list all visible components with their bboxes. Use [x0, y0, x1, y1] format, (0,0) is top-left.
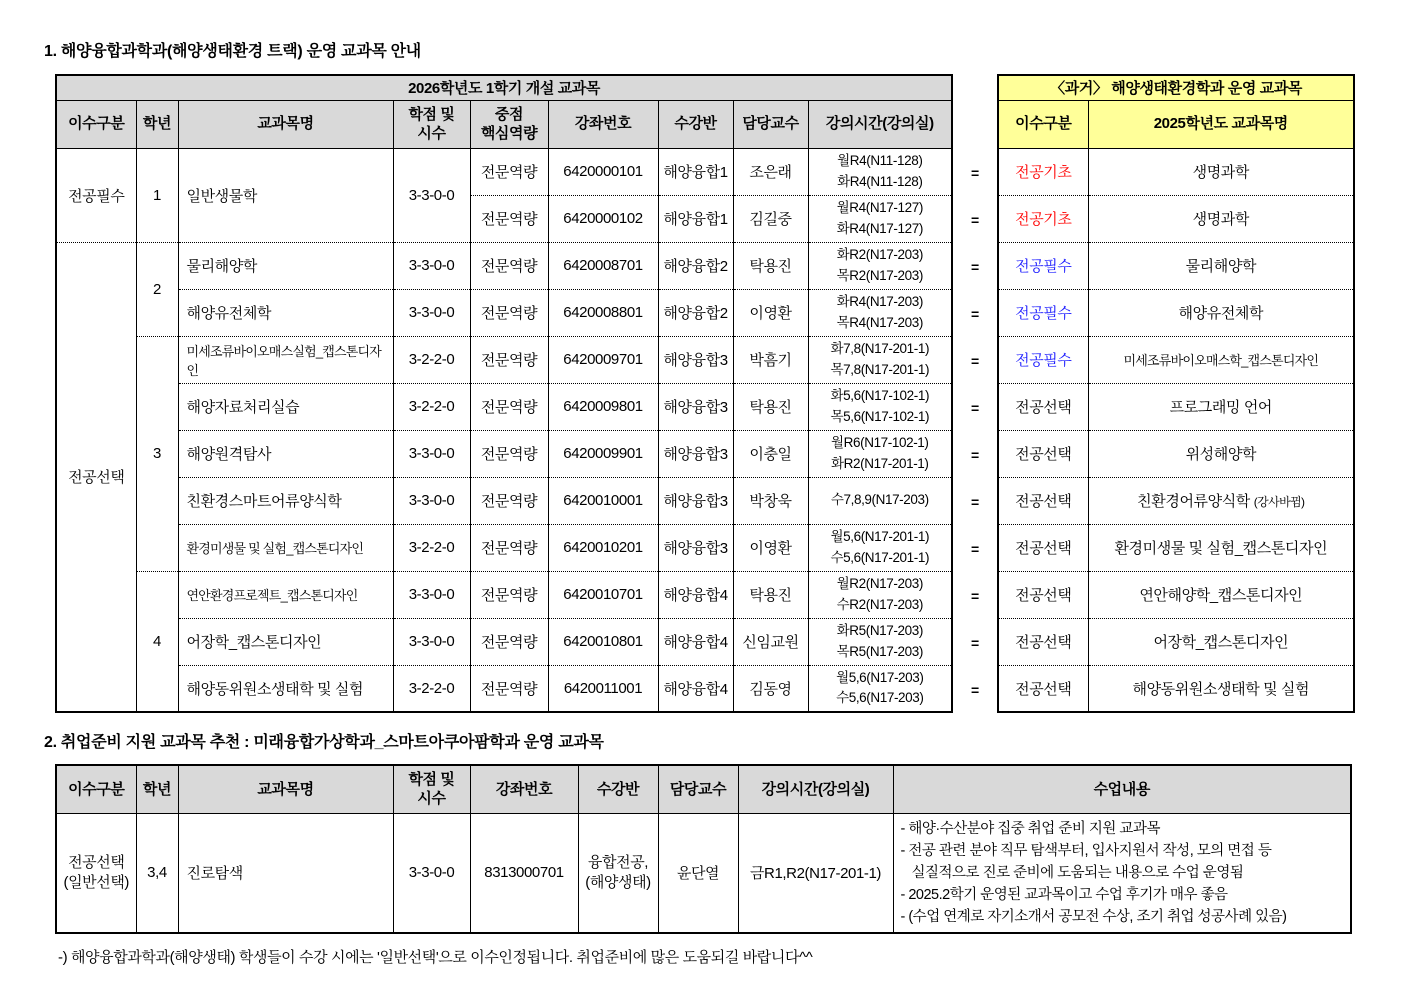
cell-course: 미세조류바이오매스실험_캡스톤디자인: [178, 336, 393, 383]
col-header-course-no: 강좌번호: [548, 100, 658, 148]
section1-title: 1. 해양융합과학과(해양생태환경 트랙) 운영 교과목 안내: [44, 43, 421, 60]
cell-competency: 전문역량: [470, 571, 548, 618]
cell-course-no: 6420010701: [548, 571, 658, 618]
table-2026-courses: [55, 74, 953, 713]
cell-competency: 전문역량: [470, 383, 548, 430]
cell-time: 화5,6(N17-102-1) 목5,6(N17-102-1): [808, 383, 952, 430]
cell-course: 해양유전체학: [1088, 289, 1354, 336]
cell-course-no: 6420000102: [548, 195, 658, 242]
cell-credits: 3-3-0-0: [393, 148, 470, 242]
cell-course: 친환경스마트어류양식학: [178, 477, 393, 524]
cell-course-no: 6420008801: [548, 289, 658, 336]
cell-credits: 3-2-2-0: [393, 524, 470, 571]
col-header-content: 수업내용: [893, 765, 1351, 813]
equals-sign: =: [970, 352, 980, 369]
col-header-time: 강의시간(강의실): [738, 765, 893, 813]
cell-course: 미세조류바이오매스학_캡스톤디자인: [1088, 336, 1354, 383]
cell-class: 해양융합2: [658, 242, 733, 289]
cell-competency: 전문역량: [470, 524, 548, 571]
cell-professor: 김동영: [733, 665, 808, 712]
cell-category: 전공필수: [56, 148, 136, 242]
equals-sign: =: [970, 211, 980, 228]
cell-credits: 3-3-0-0: [393, 430, 470, 477]
cell-course: 해양자료처리실습: [178, 383, 393, 430]
cell-course: 환경미생물 및 실험_캡스톤디자인: [1088, 524, 1354, 571]
cell-category: 전공기초: [998, 195, 1088, 242]
cell-time: 월R6(N17-102-1) 화R2(N17-201-1): [808, 430, 952, 477]
table-row: [998, 289, 1354, 336]
cell-course-no: 6420000101: [548, 148, 658, 195]
cell-competency: 전문역량: [470, 148, 548, 195]
cell-class: 해양융합4: [658, 618, 733, 665]
cell-course-no: 6420009801: [548, 383, 658, 430]
cell-time: 월R2(N17-203) 수R2(N17-203): [808, 571, 952, 618]
cell-competency: 전문역량: [470, 289, 548, 336]
cell-course: 프로그래밍 언어: [1088, 383, 1354, 430]
table-row: [56, 383, 952, 430]
col-header-competency: 중점 핵심역량: [470, 100, 548, 148]
cell-course: 해양유전체학: [178, 289, 393, 336]
equals-sign: =: [970, 258, 980, 275]
cell-time: 화R4(N17-203) 목R4(N17-203): [808, 289, 952, 336]
cell-course: 물리해양학: [1088, 242, 1354, 289]
cell-course: 물리해양학: [178, 242, 393, 289]
table-row: [56, 665, 952, 712]
cell-class: 해양융합4: [658, 665, 733, 712]
cell-class: 해양융합2: [658, 289, 733, 336]
cell-course-no: 6420010801: [548, 618, 658, 665]
table-row: [998, 148, 1354, 195]
cell-class: 해양융합1: [658, 195, 733, 242]
col-header-category: 이수구분: [56, 100, 136, 148]
cell-credits: 3-3-0-0: [393, 618, 470, 665]
equals-sign: =: [970, 164, 980, 181]
cell-professor: 탁용진: [733, 242, 808, 289]
cell-course: 해양동위원소생태학 및 실험: [1088, 665, 1354, 712]
col-header-credits: 학점 및 시수: [393, 765, 470, 813]
cell-credits: 3-2-2-0: [393, 383, 470, 430]
table-row: [998, 383, 1354, 430]
table-row: [998, 571, 1354, 618]
cell-course: 진로탐색: [178, 813, 393, 933]
equals-sign: =: [970, 634, 980, 651]
table-row: [56, 430, 952, 477]
cell-professor: 신임교원: [733, 618, 808, 665]
col-header-year: 학년: [136, 765, 178, 813]
table-row: [998, 618, 1354, 665]
cell-class: 해양융합3: [658, 383, 733, 430]
cell-category: 전공필수: [998, 289, 1088, 336]
cell-category: 전공필수: [998, 242, 1088, 289]
table-career-course: [55, 764, 1352, 934]
table2-title: 〈과거〉 해양생태환경학과 운영 교과목: [998, 75, 1354, 100]
table-row: [56, 148, 952, 195]
cell-professor: 박흠기: [733, 336, 808, 383]
table-row: [998, 524, 1354, 571]
cell-course: 일반생물학: [178, 148, 393, 242]
cell-time: 금R1,R2(N17-201-1): [738, 813, 893, 933]
cell-category: 전공선택: [998, 383, 1088, 430]
cell-category: 전공선택: [56, 242, 136, 712]
cell-class: 해양융합3: [658, 430, 733, 477]
col-header-category: 이수구분: [56, 765, 136, 813]
cell-credits: 3-2-2-0: [393, 336, 470, 383]
cell-course-no: 6420011001: [548, 665, 658, 712]
cell-time: 월R4(N11-128) 화R4(N11-128): [808, 148, 952, 195]
col-header-course: 교과목명: [178, 100, 393, 148]
cell-category: 전공선택: [998, 571, 1088, 618]
col-header-course-no: 강좌번호: [470, 765, 578, 813]
cell-course: 생명과학: [1088, 195, 1354, 242]
cell-course-no: 6420009701: [548, 336, 658, 383]
cell-time: 월5,6(N17-201-1) 수5,6(N17-201-1): [808, 524, 952, 571]
cell-time: 월R4(N17-127) 화R4(N17-127): [808, 195, 952, 242]
col-header-course-2025: 2025학년도 교과목명: [1088, 100, 1354, 148]
cell-time: 화R2(N17-203) 목R2(N17-203): [808, 242, 952, 289]
cell-course-no: 6420008701: [548, 242, 658, 289]
cell-course: 해양동위원소생태학 및 실험: [178, 665, 393, 712]
cell-professor: 김길중: [733, 195, 808, 242]
table-row: [56, 524, 952, 571]
cell-competency: 전문역량: [470, 618, 548, 665]
cell-professor: 탁용진: [733, 383, 808, 430]
table-row: [998, 477, 1354, 524]
cell-professor: 탁용진: [733, 571, 808, 618]
table-row: [56, 336, 952, 383]
table-row: [56, 289, 952, 336]
cell-category: 전공기초: [998, 148, 1088, 195]
cell-course: 연안환경프로젝트_캡스톤디자인: [178, 571, 393, 618]
cell-year: 3,4: [136, 813, 178, 933]
footnote: -) 해양융합과학과(해양생태) 학생들이 수강 시에는 '일반선택'으로 이수인정됩니다. 취업준비에 많은 도움되길 바랍니다^^: [58, 948, 813, 966]
table1-title: 2026학년도 1학기 개설 교과목: [56, 75, 952, 100]
cell-competency: 전문역량: [470, 477, 548, 524]
cell-credits: 3-3-0-0: [393, 242, 470, 289]
section1-layout: [55, 74, 1403, 713]
table-row: [56, 242, 952, 289]
table-row: [998, 430, 1354, 477]
col-header-class: 수강반: [658, 100, 733, 148]
equals-sign: =: [970, 493, 980, 510]
table-row: [56, 571, 952, 618]
cell-category: 전공선택: [998, 665, 1088, 712]
cell-class: 해양융합3: [658, 477, 733, 524]
col-header-category: 이수구분: [998, 100, 1088, 148]
cell-course: 연안해양학_캡스톤디자인: [1088, 571, 1354, 618]
table-row: [56, 618, 952, 665]
cell-course: 해양원격탐사: [178, 430, 393, 477]
cell-competency: 전문역량: [470, 430, 548, 477]
mapping-equals-column: [953, 74, 997, 713]
cell-category: 전공선택 (일반선택): [56, 813, 136, 933]
cell-course: 환경미생물 및 실험_캡스톤디자인: [178, 524, 393, 571]
cell-credits: 3-3-0-0: [393, 477, 470, 524]
cell-professor: 이충일: [733, 430, 808, 477]
course-note: (강사바뀜): [1253, 495, 1305, 509]
equals-sign: =: [970, 446, 980, 463]
cell-year: 4: [136, 571, 178, 712]
cell-class: 융합전공, (해양생태): [578, 813, 658, 933]
cell-credits: 3-2-2-0: [393, 665, 470, 712]
col-header-credits: 학점 및 시수: [393, 100, 470, 148]
cell-competency: 전문역량: [470, 195, 548, 242]
cell-time: 월5,6(N17-203) 수5,6(N17-203): [808, 665, 952, 712]
cell-category: 전공필수: [998, 336, 1088, 383]
cell-course: 위성해양학: [1088, 430, 1354, 477]
cell-course: 어장학_캡스톤디자인: [1088, 618, 1354, 665]
col-header-class: 수강반: [578, 765, 658, 813]
cell-course: 생명과학: [1088, 148, 1354, 195]
cell-year: 2: [136, 242, 178, 336]
table-row: [998, 195, 1354, 242]
cell-course-content: - 해양·수산분야 집중 취업 준비 지원 교과목 - 전공 관련 분야 직무 탐색부터, 입사지원서 작성, 모의 면접 등 실질적으로 진로 준비에 도움되는 내용으로 수업 운영됨 - 2025.2학기 운영된 교과목이고 수업 후기가 매우 좋음 - (수업 연계로 자기소개서 공모전 수상, 조기 취업 성공사례 있음): [893, 813, 1351, 933]
equals-sign: =: [970, 305, 980, 322]
cell-professor: 윤단열: [658, 813, 738, 933]
cell-course: 친환경어류양식학 (강사바뀜): [1088, 477, 1354, 524]
table-row: [56, 477, 952, 524]
cell-course-no: 8313000701: [470, 813, 578, 933]
cell-category: 전공선택: [998, 618, 1088, 665]
cell-course-no: 6420009901: [548, 430, 658, 477]
cell-competency: 전문역량: [470, 242, 548, 289]
cell-professor: 이영환: [733, 289, 808, 336]
cell-time: 화R5(N17-203) 목R5(N17-203): [808, 618, 952, 665]
cell-competency: 전문역량: [470, 336, 548, 383]
cell-professor: 조은래: [733, 148, 808, 195]
cell-competency: 전문역량: [470, 665, 548, 712]
equals-sign: =: [970, 681, 980, 698]
col-header-professor: 담당교수: [658, 765, 738, 813]
cell-year: 1: [136, 148, 178, 242]
cell-credits: 3-3-0-0: [393, 571, 470, 618]
cell-time: 수7,8,9(N17-203): [808, 477, 952, 524]
cell-course-no: 6420010001: [548, 477, 658, 524]
cell-class: 해양융합1: [658, 148, 733, 195]
cell-class: 해양융합3: [658, 336, 733, 383]
cell-course: 어장학_캡스톤디자인: [178, 618, 393, 665]
table-past-courses: [997, 74, 1355, 713]
cell-category: 전공선택: [998, 430, 1088, 477]
cell-course-no: 6420010201: [548, 524, 658, 571]
cell-professor: 박창욱: [733, 477, 808, 524]
table-row: [998, 665, 1354, 712]
col-header-year: 학년: [136, 100, 178, 148]
table-row: [998, 242, 1354, 289]
cell-category: 전공선택: [998, 477, 1088, 524]
cell-professor: 이영환: [733, 524, 808, 571]
cell-credits: 3-3-0-0: [393, 289, 470, 336]
table-row: [56, 813, 1351, 933]
col-header-course: 교과목명: [178, 765, 393, 813]
col-header-time: 강의시간(강의실): [808, 100, 952, 148]
table-row: [998, 336, 1354, 383]
cell-class: 해양융합4: [658, 571, 733, 618]
col-header-professor: 담당교수: [733, 100, 808, 148]
cell-year: 3: [136, 336, 178, 571]
cell-class: 해양융합3: [658, 524, 733, 571]
equals-sign: =: [970, 587, 980, 604]
equals-sign: =: [970, 540, 980, 557]
cell-credits: 3-3-0-0: [393, 813, 470, 933]
equals-sign: =: [970, 399, 980, 416]
section2-title: 2. 취업준비 지원 교과목 추천 : 미래융합가상학과_스마트아쿠아팜학과 운영 교과목: [44, 734, 604, 751]
cell-time: 화7,8(N17-201-1) 목7,8(N17-201-1): [808, 336, 952, 383]
cell-category: 전공선택: [998, 524, 1088, 571]
